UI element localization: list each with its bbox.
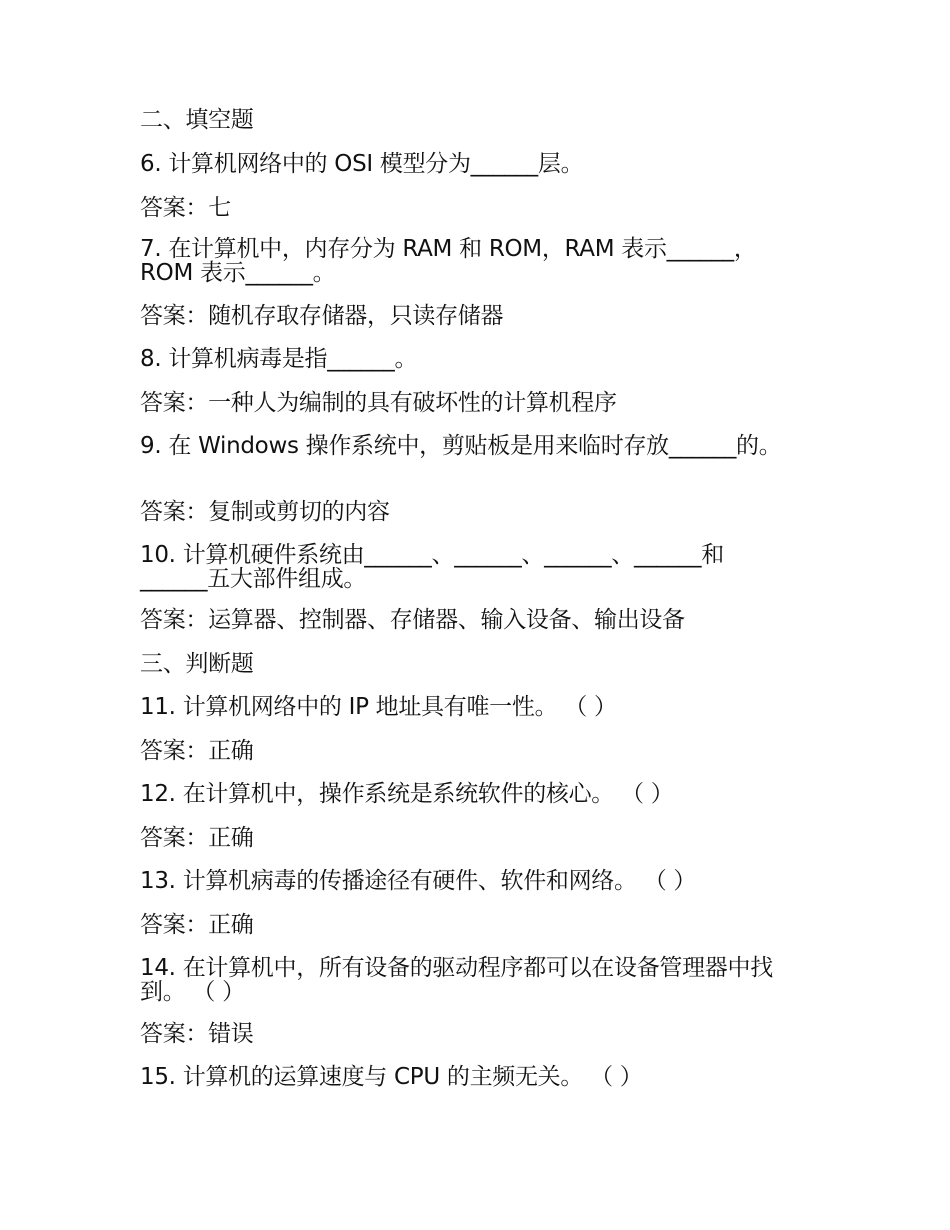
answer-9: 答案：复制或剪切的内容: [140, 499, 390, 525]
question-13: 13. 计算机病毒的传播途径有硬件、软件和网络。 （ ）: [140, 868, 697, 894]
answer-11: 答案：正确: [140, 738, 254, 764]
answer-6: 答案：七: [140, 195, 231, 221]
question-14: 14. 在计算机中，所有设备的驱动程序都可以在设备管理器中找到。 （ ）: [140, 955, 773, 1005]
answer-12: 答案：正确: [140, 825, 254, 851]
answer-7: 答案：随机存取存储器，只读存储器: [140, 303, 504, 329]
question-11: 11. 计算机网络中的 IP 地址具有唯一性。 （ ）: [140, 694, 617, 720]
answer-8: 答案：一种人为编制的具有破坏性的计算机程序: [140, 390, 617, 416]
question-6: 6. 计算机网络中的 OSI 模型分为______层。: [140, 151, 584, 177]
answer-13: 答案：正确: [140, 912, 254, 938]
section-heading-true-false: 三、判断题: [140, 651, 254, 677]
question-12: 12. 在计算机中，操作系统是系统软件的核心。 （ ）: [140, 781, 674, 807]
section-heading-fill-blank: 二、填空题: [140, 107, 254, 133]
question-10: 10. 计算机硬件系统由______、______、______、______和______五大部件组成。: [140, 542, 724, 592]
question-7: 7. 在计算机中，内存分为 RAM 和 ROM，RAM 表示______，ROM 表示______。: [140, 236, 757, 286]
question-15: 15. 计算机的运算速度与 CPU 的主频无关。 （ ）: [140, 1064, 643, 1090]
question-9: 9. 在 Windows 操作系统中，剪贴板是用来临时存放______的。: [140, 433, 782, 459]
question-8: 8. 计算机病毒是指______。: [140, 346, 418, 372]
answer-10: 答案：运算器、控制器、存储器、输入设备、输出设备: [140, 607, 685, 633]
answer-14: 答案：错误: [140, 1021, 254, 1047]
